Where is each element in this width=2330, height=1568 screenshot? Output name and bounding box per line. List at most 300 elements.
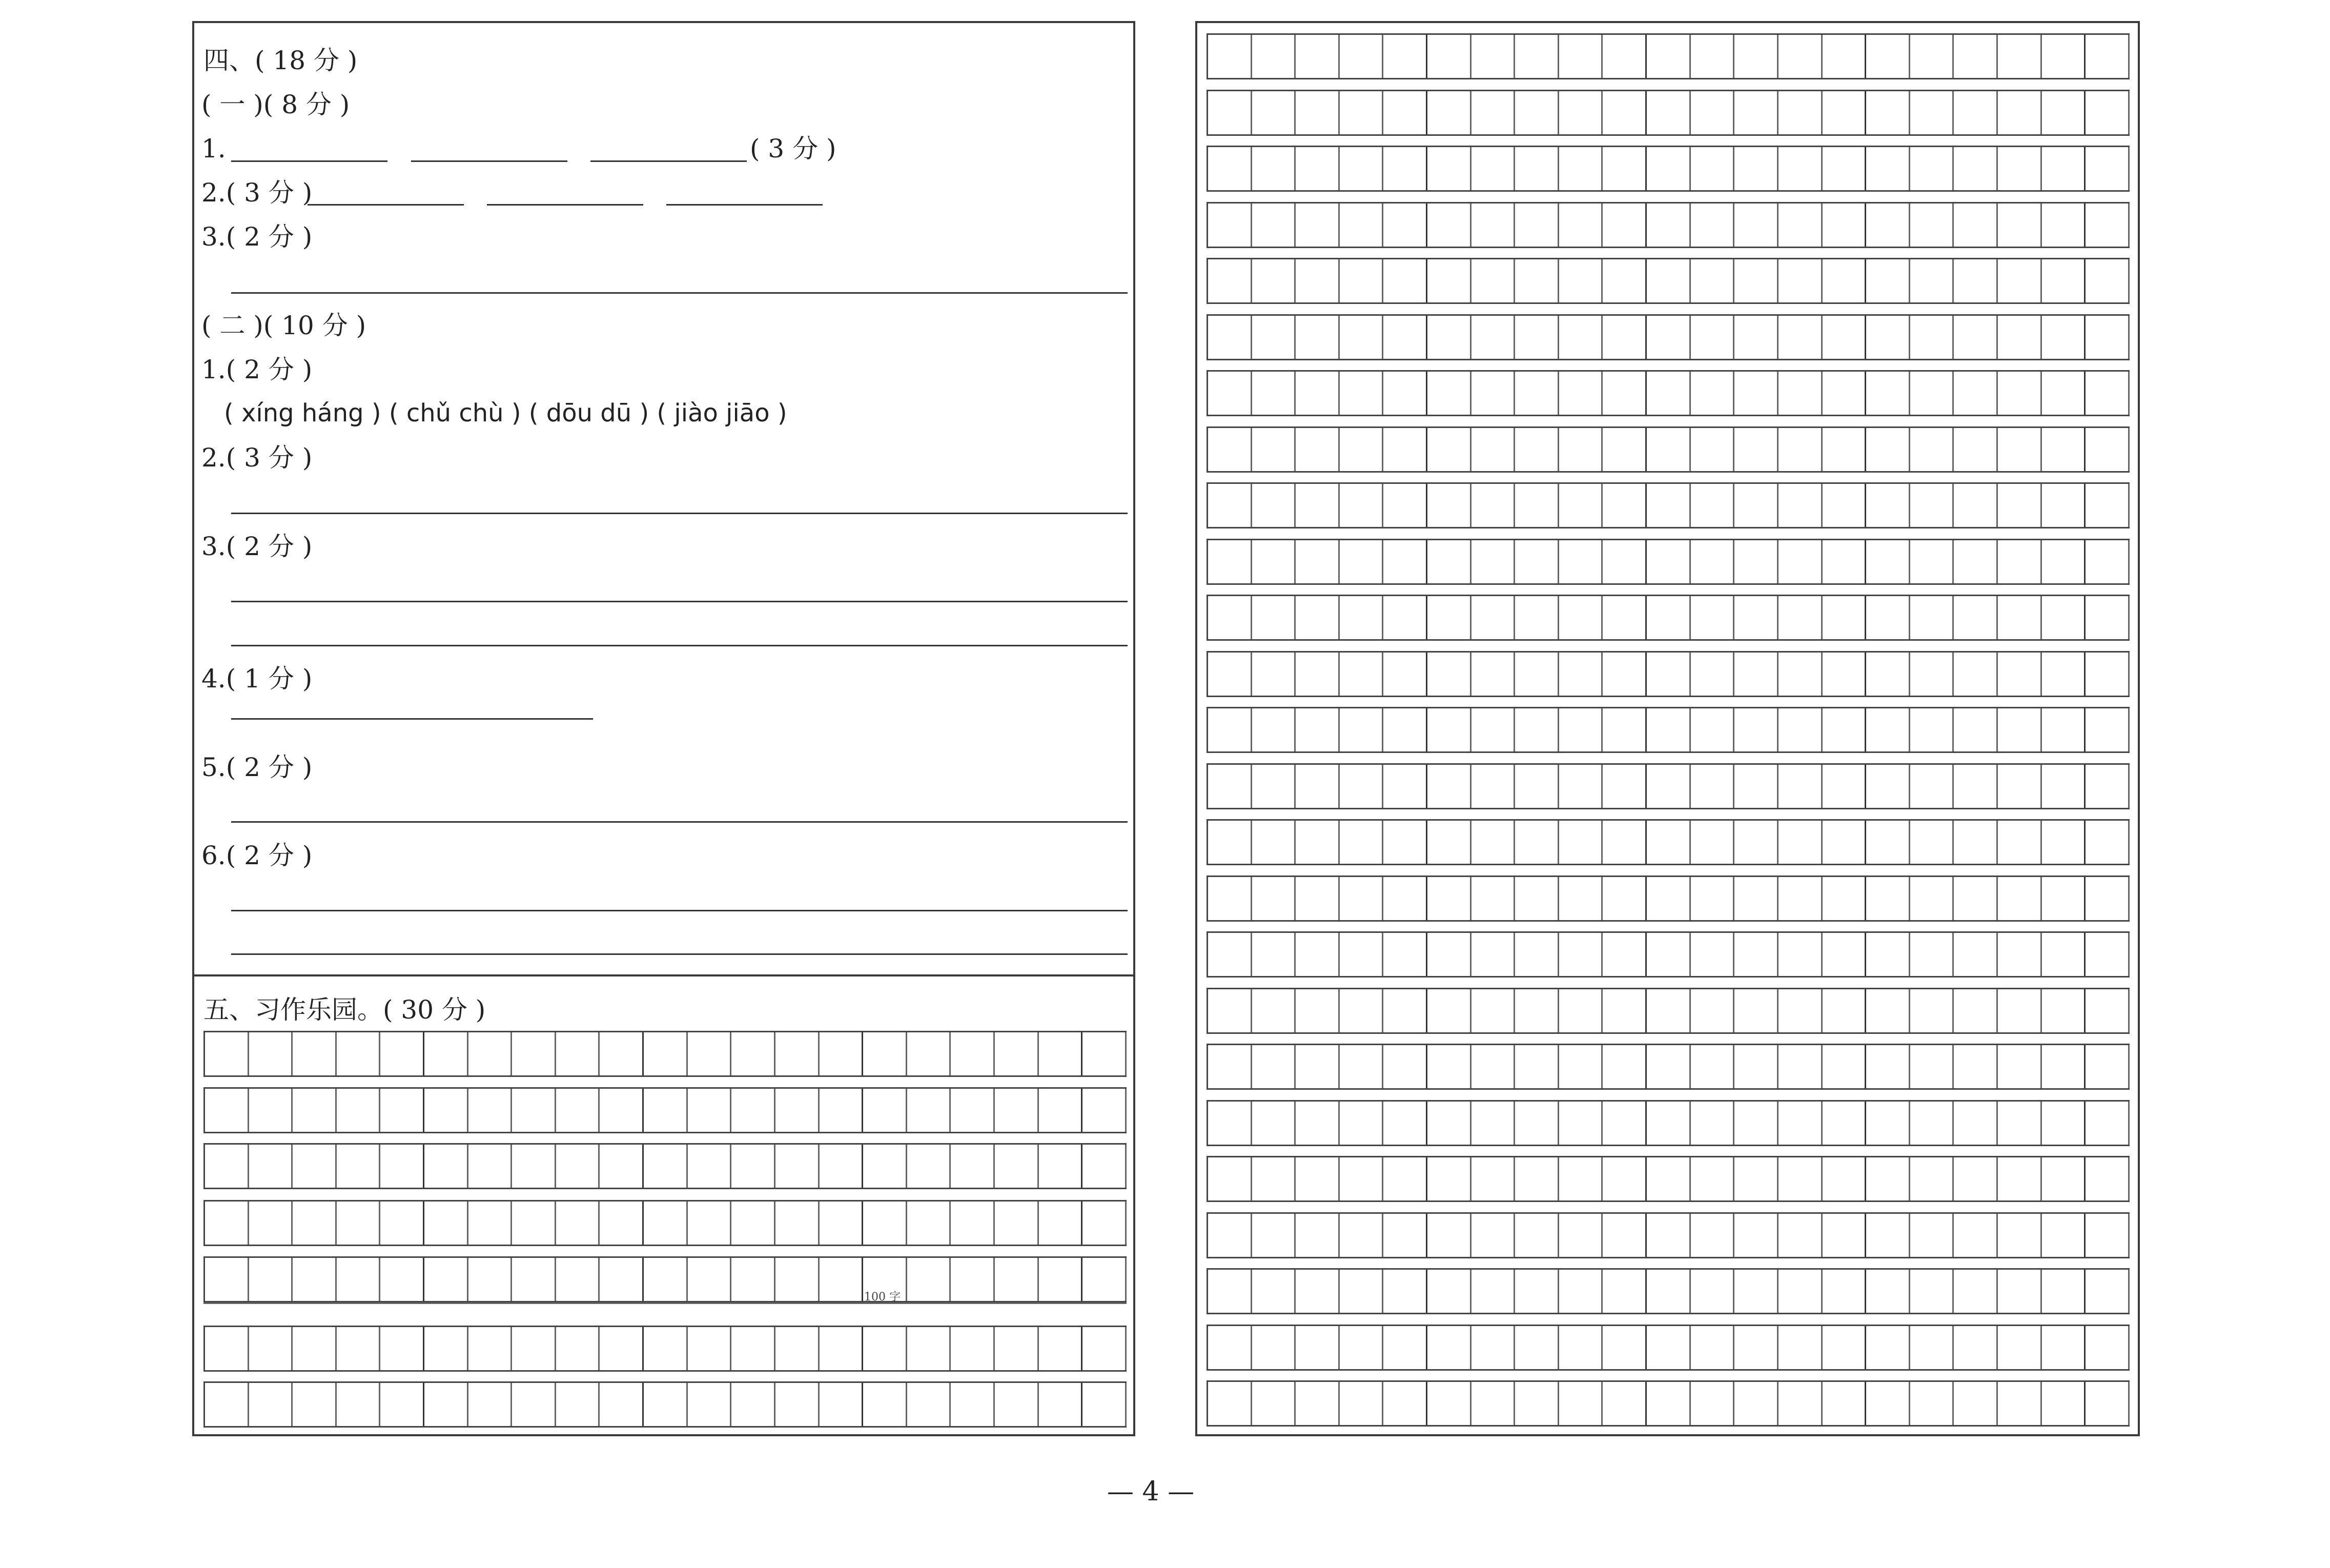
grid-cell[interactable] bbox=[556, 1089, 600, 1132]
grid-cell[interactable] bbox=[1427, 1382, 1471, 1425]
grid-cell[interactable] bbox=[1954, 821, 1998, 864]
grid-cell[interactable] bbox=[1734, 933, 1779, 976]
grid-cell[interactable] bbox=[1779, 91, 1823, 134]
grid-cell[interactable] bbox=[1208, 203, 1252, 247]
grid-cell[interactable] bbox=[2042, 540, 2086, 583]
grid-cell[interactable] bbox=[1471, 259, 1516, 302]
grid-cell[interactable] bbox=[1954, 484, 1998, 527]
grid-cell[interactable] bbox=[1647, 1214, 1691, 1257]
grid-cell[interactable] bbox=[1471, 316, 1516, 359]
grid-cell[interactable] bbox=[688, 1089, 732, 1132]
grid-cell[interactable] bbox=[1647, 372, 1691, 415]
grid-cell[interactable] bbox=[1340, 765, 1384, 808]
grid-cell[interactable] bbox=[600, 1089, 644, 1132]
grid-cell[interactable] bbox=[1559, 933, 1603, 976]
grid-cell[interactable] bbox=[1603, 91, 1647, 134]
grid-cell[interactable] bbox=[1691, 596, 1735, 639]
grid-cell[interactable] bbox=[688, 1202, 732, 1245]
grid-cell[interactable] bbox=[1910, 1382, 1954, 1425]
grid-cell[interactable] bbox=[1559, 989, 1603, 1032]
grid-cell[interactable] bbox=[1515, 1326, 1559, 1369]
grid-cell[interactable] bbox=[1296, 653, 1340, 696]
grid-cell[interactable] bbox=[863, 1383, 907, 1426]
grid-cell[interactable] bbox=[1252, 1326, 1296, 1369]
grid-cell[interactable] bbox=[1039, 1327, 1083, 1370]
grid-cell[interactable] bbox=[1427, 316, 1471, 359]
grid-cell[interactable] bbox=[1691, 933, 1735, 976]
grid-cell[interactable] bbox=[1691, 1382, 1735, 1425]
grid-cell[interactable] bbox=[2042, 259, 2086, 302]
grid-cell[interactable] bbox=[688, 1032, 732, 1075]
grid-cell[interactable] bbox=[1427, 933, 1471, 976]
grid-cell[interactable] bbox=[1208, 821, 1252, 864]
grid-cell[interactable] bbox=[775, 1089, 820, 1132]
grid-cell[interactable] bbox=[1383, 933, 1427, 976]
grid-cell[interactable] bbox=[1998, 316, 2042, 359]
grid-cell[interactable] bbox=[1252, 484, 1296, 527]
grid-cell[interactable] bbox=[1515, 372, 1559, 415]
grid-cell[interactable] bbox=[1691, 653, 1735, 696]
grid-cell[interactable] bbox=[1340, 1157, 1384, 1200]
grid-cell[interactable] bbox=[1910, 540, 1954, 583]
grid-cell[interactable] bbox=[1252, 203, 1296, 247]
grid-cell[interactable] bbox=[2042, 147, 2086, 190]
grid-cell[interactable] bbox=[1691, 1214, 1735, 1257]
grid-cell[interactable] bbox=[1296, 1326, 1340, 1369]
grid-cell[interactable] bbox=[1427, 259, 1471, 302]
grid-cell[interactable] bbox=[1208, 765, 1252, 808]
grid-cell[interactable] bbox=[644, 1089, 688, 1132]
grid-cell[interactable] bbox=[1691, 1270, 1735, 1313]
grid-cell[interactable] bbox=[424, 1145, 468, 1188]
grid-cell[interactable] bbox=[1998, 1270, 2042, 1313]
grid-cell[interactable] bbox=[1427, 653, 1471, 696]
grid-cell[interactable] bbox=[1296, 259, 1340, 302]
grid-cell[interactable] bbox=[1383, 1102, 1427, 1145]
grid-cell[interactable] bbox=[1427, 540, 1471, 583]
grid-cell[interactable] bbox=[1998, 203, 2042, 247]
grid-cell[interactable] bbox=[1383, 1326, 1427, 1369]
grid-cell[interactable] bbox=[907, 1089, 951, 1132]
grid-cell[interactable] bbox=[1823, 877, 1867, 920]
grid-cell[interactable] bbox=[424, 1202, 468, 1245]
grid-cell[interactable] bbox=[1647, 484, 1691, 527]
part1-q1-blank-2[interactable] bbox=[411, 160, 567, 162]
grid-cell[interactable] bbox=[1954, 35, 1998, 78]
grid-cell[interactable] bbox=[1910, 653, 1954, 696]
grid-cell[interactable] bbox=[1559, 765, 1603, 808]
grid-cell[interactable] bbox=[1252, 259, 1296, 302]
grid-cell[interactable] bbox=[424, 1383, 468, 1426]
grid-cell[interactable] bbox=[1296, 540, 1340, 583]
grid-cell[interactable] bbox=[1252, 372, 1296, 415]
grid-cell[interactable] bbox=[1559, 1270, 1603, 1313]
grid-cell[interactable] bbox=[1866, 203, 1910, 247]
grid-cell[interactable] bbox=[1471, 1270, 1516, 1313]
grid-cell[interactable] bbox=[1823, 428, 1867, 471]
grid-cell[interactable] bbox=[688, 1258, 732, 1301]
grid-cell[interactable] bbox=[424, 1032, 468, 1075]
grid-cell[interactable] bbox=[1383, 1214, 1427, 1257]
grid-cell[interactable] bbox=[1427, 1045, 1471, 1088]
grid-cell[interactable] bbox=[1647, 1382, 1691, 1425]
grid-cell[interactable] bbox=[1208, 372, 1252, 415]
grid-cell[interactable] bbox=[1647, 91, 1691, 134]
grid-cell[interactable] bbox=[249, 1089, 293, 1132]
grid-cell[interactable] bbox=[205, 1202, 249, 1245]
grid-cell[interactable] bbox=[2042, 1045, 2086, 1088]
grid-cell[interactable] bbox=[1823, 765, 1867, 808]
grid-cell[interactable] bbox=[1559, 877, 1603, 920]
grid-cell[interactable] bbox=[1340, 1214, 1384, 1257]
grid-cell[interactable] bbox=[600, 1032, 644, 1075]
grid-cell[interactable] bbox=[1427, 1326, 1471, 1369]
grid-cell[interactable] bbox=[2042, 708, 2086, 751]
grid-cell[interactable] bbox=[512, 1145, 556, 1188]
grid-cell[interactable] bbox=[1559, 147, 1603, 190]
grid-cell[interactable] bbox=[1427, 1102, 1471, 1145]
grid-cell[interactable] bbox=[1559, 821, 1603, 864]
part2-q2-answer-line[interactable] bbox=[231, 513, 1128, 514]
grid-cell[interactable] bbox=[1603, 147, 1647, 190]
grid-cell[interactable] bbox=[2042, 484, 2086, 527]
grid-cell[interactable] bbox=[1603, 203, 1647, 247]
grid-cell[interactable] bbox=[1296, 1382, 1340, 1425]
grid-cell[interactable] bbox=[951, 1032, 995, 1075]
grid-cell[interactable] bbox=[1082, 1327, 1127, 1370]
grid-cell[interactable] bbox=[249, 1032, 293, 1075]
grid-cell[interactable] bbox=[1866, 372, 1910, 415]
grid-cell[interactable] bbox=[1779, 1157, 1823, 1200]
grid-cell[interactable] bbox=[249, 1258, 293, 1301]
grid-cell[interactable] bbox=[1515, 484, 1559, 527]
grid-cell[interactable] bbox=[1082, 1145, 1127, 1188]
grid-cell[interactable] bbox=[1779, 989, 1823, 1032]
grid-cell[interactable] bbox=[1471, 1382, 1516, 1425]
grid-cell[interactable] bbox=[1082, 1032, 1127, 1075]
grid-cell[interactable] bbox=[1647, 1270, 1691, 1313]
grid-cell[interactable] bbox=[1866, 596, 1910, 639]
grid-cell[interactable] bbox=[995, 1089, 1039, 1132]
grid-cell[interactable] bbox=[1383, 765, 1427, 808]
grid-cell[interactable] bbox=[1427, 1270, 1471, 1313]
grid-cell[interactable] bbox=[2042, 203, 2086, 247]
grid-cell[interactable] bbox=[1734, 1326, 1779, 1369]
grid-cell[interactable] bbox=[1383, 1270, 1427, 1313]
grid-cell[interactable] bbox=[1779, 259, 1823, 302]
grid-cell[interactable] bbox=[600, 1202, 644, 1245]
grid-cell[interactable] bbox=[1779, 484, 1823, 527]
grid-cell[interactable] bbox=[951, 1202, 995, 1245]
grid-cell[interactable] bbox=[1910, 91, 1954, 134]
grid-cell[interactable] bbox=[1823, 484, 1867, 527]
grid-cell[interactable] bbox=[1515, 1157, 1559, 1200]
grid-cell[interactable] bbox=[1252, 877, 1296, 920]
grid-cell[interactable] bbox=[1910, 35, 1954, 78]
grid-cell[interactable] bbox=[1559, 1382, 1603, 1425]
grid-cell[interactable] bbox=[1208, 91, 1252, 134]
grid-cell[interactable] bbox=[1910, 1102, 1954, 1145]
grid-cell[interactable] bbox=[1647, 765, 1691, 808]
grid-cell[interactable] bbox=[1039, 1145, 1083, 1188]
grid-cell[interactable] bbox=[951, 1327, 995, 1370]
grid-cell[interactable] bbox=[2042, 1382, 2086, 1425]
grid-cell[interactable] bbox=[1559, 484, 1603, 527]
grid-cell[interactable] bbox=[2086, 933, 2130, 976]
grid-cell[interactable] bbox=[2086, 1102, 2130, 1145]
grid-cell[interactable] bbox=[1734, 1102, 1779, 1145]
grid-cell[interactable] bbox=[1603, 1157, 1647, 1200]
grid-cell[interactable] bbox=[1910, 1270, 1954, 1313]
grid-cell[interactable] bbox=[1734, 1270, 1779, 1313]
part1-q1-blank-1[interactable] bbox=[231, 160, 387, 162]
grid-cell[interactable] bbox=[1998, 877, 2042, 920]
grid-cell[interactable] bbox=[337, 1383, 381, 1426]
grid-cell[interactable] bbox=[1340, 821, 1384, 864]
grid-cell[interactable] bbox=[1954, 596, 1998, 639]
grid-cell[interactable] bbox=[1998, 1102, 2042, 1145]
grid-cell[interactable] bbox=[556, 1327, 600, 1370]
grid-cell[interactable] bbox=[1691, 259, 1735, 302]
grid-cell[interactable] bbox=[556, 1383, 600, 1426]
grid-cell[interactable] bbox=[1734, 540, 1779, 583]
grid-cell[interactable] bbox=[2042, 428, 2086, 471]
grid-cell[interactable] bbox=[1647, 1045, 1691, 1088]
grid-cell[interactable] bbox=[2086, 316, 2130, 359]
grid-cell[interactable] bbox=[1779, 765, 1823, 808]
grid-cell[interactable] bbox=[293, 1327, 337, 1370]
grid-cell[interactable] bbox=[820, 1089, 864, 1132]
grid-cell[interactable] bbox=[1208, 1326, 1252, 1369]
grid-cell[interactable] bbox=[1866, 35, 1910, 78]
grid-cell[interactable] bbox=[1734, 203, 1779, 247]
grid-cell[interactable] bbox=[1910, 203, 1954, 247]
grid-cell[interactable] bbox=[556, 1202, 600, 1245]
grid-cell[interactable] bbox=[907, 1327, 951, 1370]
grid-cell[interactable] bbox=[1998, 1382, 2042, 1425]
grid-cell[interactable] bbox=[1208, 1157, 1252, 1200]
grid-cell[interactable] bbox=[1383, 1045, 1427, 1088]
grid-cell[interactable] bbox=[1603, 428, 1647, 471]
grid-cell[interactable] bbox=[1823, 372, 1867, 415]
grid-cell[interactable] bbox=[1383, 708, 1427, 751]
grid-cell[interactable] bbox=[1082, 1383, 1127, 1426]
grid-cell[interactable] bbox=[1691, 147, 1735, 190]
part2-q5-answer-line[interactable] bbox=[231, 821, 1128, 823]
grid-cell[interactable] bbox=[1691, 203, 1735, 247]
grid-cell[interactable] bbox=[1515, 91, 1559, 134]
grid-cell[interactable] bbox=[1471, 1157, 1516, 1200]
grid-cell[interactable] bbox=[2042, 1102, 2086, 1145]
grid-cell[interactable] bbox=[2086, 1045, 2130, 1088]
grid-cell[interactable] bbox=[1208, 877, 1252, 920]
grid-cell[interactable] bbox=[424, 1258, 468, 1301]
grid-cell[interactable] bbox=[1603, 1045, 1647, 1088]
grid-cell[interactable] bbox=[1383, 877, 1427, 920]
grid-cell[interactable] bbox=[1998, 596, 2042, 639]
grid-cell[interactable] bbox=[512, 1032, 556, 1075]
grid-cell[interactable] bbox=[1823, 1326, 1867, 1369]
grid-cell[interactable] bbox=[1691, 1102, 1735, 1145]
grid-cell[interactable] bbox=[1603, 372, 1647, 415]
grid-cell[interactable] bbox=[1823, 596, 1867, 639]
grid-cell[interactable] bbox=[1691, 989, 1735, 1032]
grid-cell[interactable] bbox=[468, 1202, 513, 1245]
grid-cell[interactable] bbox=[2086, 765, 2130, 808]
grid-cell[interactable] bbox=[1383, 372, 1427, 415]
grid-cell[interactable] bbox=[1252, 35, 1296, 78]
grid-cell[interactable] bbox=[1340, 1045, 1384, 1088]
grid-cell[interactable] bbox=[1691, 540, 1735, 583]
grid-cell[interactable] bbox=[293, 1089, 337, 1132]
grid-cell[interactable] bbox=[1252, 989, 1296, 1032]
grid-cell[interactable] bbox=[1039, 1032, 1083, 1075]
grid-cell[interactable] bbox=[2086, 35, 2130, 78]
grid-cell[interactable] bbox=[1647, 933, 1691, 976]
grid-cell[interactable] bbox=[1208, 35, 1252, 78]
grid-cell[interactable] bbox=[1471, 821, 1516, 864]
grid-cell[interactable] bbox=[1471, 877, 1516, 920]
grid-cell[interactable] bbox=[1823, 35, 1867, 78]
grid-cell[interactable] bbox=[1866, 91, 1910, 134]
grid-cell[interactable] bbox=[1252, 316, 1296, 359]
grid-cell[interactable] bbox=[863, 1145, 907, 1188]
grid-cell[interactable] bbox=[820, 1327, 864, 1370]
grid-cell[interactable] bbox=[1998, 989, 2042, 1032]
grid-cell[interactable] bbox=[1515, 765, 1559, 808]
grid-cell[interactable] bbox=[468, 1145, 513, 1188]
grid-cell[interactable] bbox=[205, 1032, 249, 1075]
grid-cell[interactable] bbox=[1954, 259, 1998, 302]
grid-cell[interactable] bbox=[1340, 484, 1384, 527]
grid-cell[interactable] bbox=[775, 1383, 820, 1426]
grid-cell[interactable] bbox=[1779, 1270, 1823, 1313]
grid-cell[interactable] bbox=[1734, 653, 1779, 696]
part1-q2-blank-2[interactable] bbox=[487, 204, 643, 206]
grid-cell[interactable] bbox=[1296, 203, 1340, 247]
grid-cell[interactable] bbox=[1866, 1157, 1910, 1200]
grid-cell[interactable] bbox=[951, 1089, 995, 1132]
grid-cell[interactable] bbox=[995, 1145, 1039, 1188]
grid-cell[interactable] bbox=[1603, 765, 1647, 808]
grid-cell[interactable] bbox=[1866, 708, 1910, 751]
grid-cell[interactable] bbox=[1296, 989, 1340, 1032]
part2-q4-answer-line[interactable] bbox=[231, 718, 593, 720]
grid-cell[interactable] bbox=[1340, 147, 1384, 190]
grid-cell[interactable] bbox=[1823, 147, 1867, 190]
grid-cell[interactable] bbox=[1296, 708, 1340, 751]
grid-cell[interactable] bbox=[1910, 596, 1954, 639]
grid-cell[interactable] bbox=[1734, 259, 1779, 302]
grid-cell[interactable] bbox=[1427, 708, 1471, 751]
grid-cell[interactable] bbox=[1823, 1157, 1867, 1200]
grid-cell[interactable] bbox=[1252, 147, 1296, 190]
grid-cell[interactable] bbox=[556, 1032, 600, 1075]
grid-cell[interactable] bbox=[1427, 765, 1471, 808]
grid-cell[interactable] bbox=[556, 1258, 600, 1301]
grid-cell[interactable] bbox=[1208, 1102, 1252, 1145]
grid-cell[interactable] bbox=[1954, 1102, 1998, 1145]
grid-cell[interactable] bbox=[731, 1258, 775, 1301]
grid-cell[interactable] bbox=[731, 1202, 775, 1245]
grid-cell[interactable] bbox=[1866, 989, 1910, 1032]
grid-cell[interactable] bbox=[468, 1032, 513, 1075]
grid-cell[interactable] bbox=[1954, 1045, 1998, 1088]
grid-cell[interactable] bbox=[2042, 821, 2086, 864]
grid-cell[interactable] bbox=[1998, 708, 2042, 751]
grid-cell[interactable] bbox=[1734, 1045, 1779, 1088]
grid-cell[interactable] bbox=[1296, 91, 1340, 134]
grid-cell[interactable] bbox=[1603, 1270, 1647, 1313]
grid-cell[interactable] bbox=[820, 1258, 864, 1301]
grid-cell[interactable] bbox=[1779, 1326, 1823, 1369]
grid-cell[interactable] bbox=[1691, 708, 1735, 751]
grid-cell[interactable] bbox=[907, 1383, 951, 1426]
grid-cell[interactable] bbox=[512, 1383, 556, 1426]
grid-cell[interactable] bbox=[951, 1258, 995, 1301]
grid-cell[interactable] bbox=[2042, 1326, 2086, 1369]
grid-cell[interactable] bbox=[337, 1327, 381, 1370]
grid-cell[interactable] bbox=[1866, 316, 1910, 359]
grid-cell[interactable] bbox=[644, 1032, 688, 1075]
grid-cell[interactable] bbox=[2086, 989, 2130, 1032]
grid-cell[interactable] bbox=[1559, 596, 1603, 639]
grid-cell[interactable] bbox=[1296, 933, 1340, 976]
grid-cell[interactable] bbox=[1252, 821, 1296, 864]
grid-cell[interactable] bbox=[1559, 1157, 1603, 1200]
grid-cell[interactable] bbox=[1340, 596, 1384, 639]
grid-cell[interactable] bbox=[468, 1258, 513, 1301]
grid-cell[interactable] bbox=[775, 1145, 820, 1188]
grid-cell[interactable] bbox=[1910, 428, 1954, 471]
grid-cell[interactable] bbox=[775, 1258, 820, 1301]
grid-cell[interactable] bbox=[380, 1258, 424, 1301]
part1-q2-blank-1[interactable] bbox=[308, 204, 464, 206]
grid-cell[interactable] bbox=[1340, 708, 1384, 751]
grid-cell[interactable] bbox=[1954, 203, 1998, 247]
grid-cell[interactable] bbox=[1823, 708, 1867, 751]
grid-cell[interactable] bbox=[1471, 933, 1516, 976]
grid-cell[interactable] bbox=[1340, 1382, 1384, 1425]
grid-cell[interactable] bbox=[1954, 1382, 1998, 1425]
grid-cell[interactable] bbox=[820, 1202, 864, 1245]
grid-cell[interactable] bbox=[1954, 989, 1998, 1032]
grid-cell[interactable] bbox=[1823, 989, 1867, 1032]
grid-cell[interactable] bbox=[1998, 821, 2042, 864]
grid-cell[interactable] bbox=[951, 1145, 995, 1188]
grid-cell[interactable] bbox=[731, 1327, 775, 1370]
grid-cell[interactable] bbox=[2042, 1157, 2086, 1200]
grid-cell[interactable] bbox=[2042, 35, 2086, 78]
grid-cell[interactable] bbox=[1515, 1270, 1559, 1313]
grid-cell[interactable] bbox=[1471, 147, 1516, 190]
grid-cell[interactable] bbox=[1823, 933, 1867, 976]
grid-cell[interactable] bbox=[600, 1327, 644, 1370]
grid-cell[interactable] bbox=[1471, 596, 1516, 639]
grid-cell[interactable] bbox=[1910, 765, 1954, 808]
grid-cell[interactable] bbox=[1383, 596, 1427, 639]
grid-cell[interactable] bbox=[1866, 484, 1910, 527]
grid-cell[interactable] bbox=[337, 1089, 381, 1132]
grid-cell[interactable] bbox=[512, 1258, 556, 1301]
grid-cell[interactable] bbox=[907, 1202, 951, 1245]
grid-cell[interactable] bbox=[512, 1089, 556, 1132]
grid-cell[interactable] bbox=[1383, 821, 1427, 864]
grid-cell[interactable] bbox=[1998, 1045, 2042, 1088]
grid-cell[interactable] bbox=[1252, 1045, 1296, 1088]
grid-cell[interactable] bbox=[1427, 35, 1471, 78]
grid-cell[interactable] bbox=[1471, 1214, 1516, 1257]
